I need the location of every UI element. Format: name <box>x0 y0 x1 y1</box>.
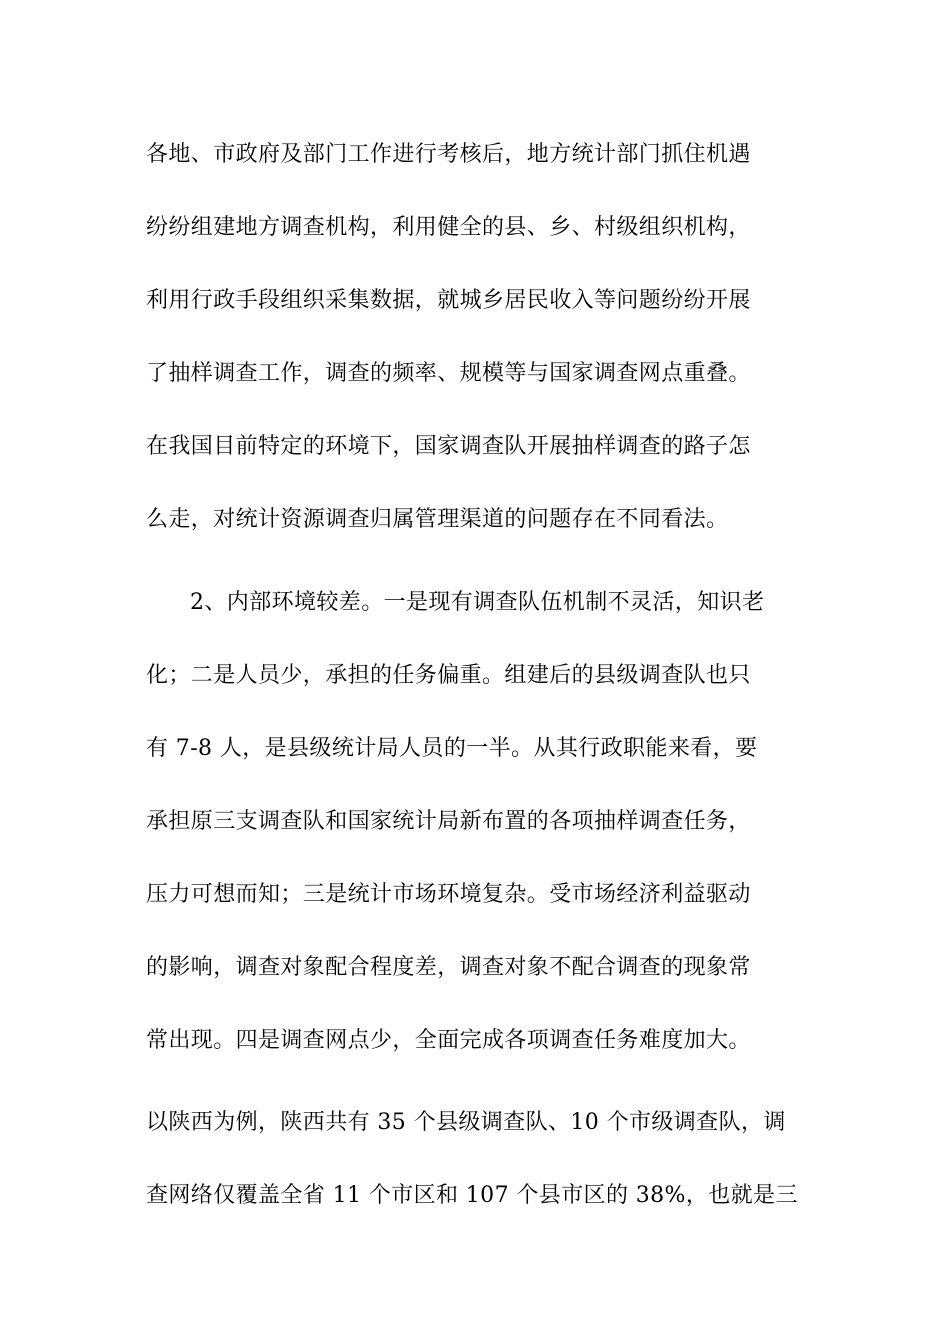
text-line-10: 承担原三支调查队和国家统计局新布置的各项抽样调查任务， <box>146 809 751 834</box>
text-line-2: 纷纷组建地方调查机构，利用健全的县、乡、村级组织机构， <box>146 215 751 240</box>
text-line-7: 2、内部环境较差。一是现有调查队伍机制不灵活，知识老 <box>190 590 765 615</box>
text-line-9: 有 7-8 人，是县级统计局人员的一半。从其行政职能来看，要 <box>146 736 758 761</box>
text-line-5: 在我国目前特定的环境下，国家调查队开展抽样调查的路子怎 <box>146 434 751 459</box>
text-line-15: 查网络仅覆盖全省 11 个市区和 107 个县市区的 38%，也就是三 <box>146 1183 798 1208</box>
text-line-14: 以陕西为例，陕西共有 35 个县级调查队、10 个市级调查队，调 <box>146 1110 786 1135</box>
text-line-1: 各地、市政府及部门工作进行考核后，地方统计部门抓住机遇 <box>146 142 751 167</box>
text-line-13: 常出现。四是调查网点少，全面完成各项调查任务难度加大。 <box>146 1028 751 1053</box>
text-line-4: 了抽样调查工作，调查的频率、规模等与国家调查网点重叠。 <box>146 361 751 386</box>
text-line-8: 化；二是人员少，承担的任务偏重。组建后的县级调查队也只 <box>146 663 751 688</box>
text-line-11: 压力可想而知；三是统计市场环境复杂。受市场经济利益驱动 <box>146 882 751 907</box>
text-line-3: 利用行政手段组织采集数据，就城乡居民收入等问题纷纷开展 <box>146 288 751 313</box>
text-line-12: 的影响，调查对象配合程度差，调查对象不配合调查的现象常 <box>146 955 751 980</box>
text-line-6: 么走，对统计资源调查归属管理渠道的问题存在不同看法。 <box>146 507 729 532</box>
